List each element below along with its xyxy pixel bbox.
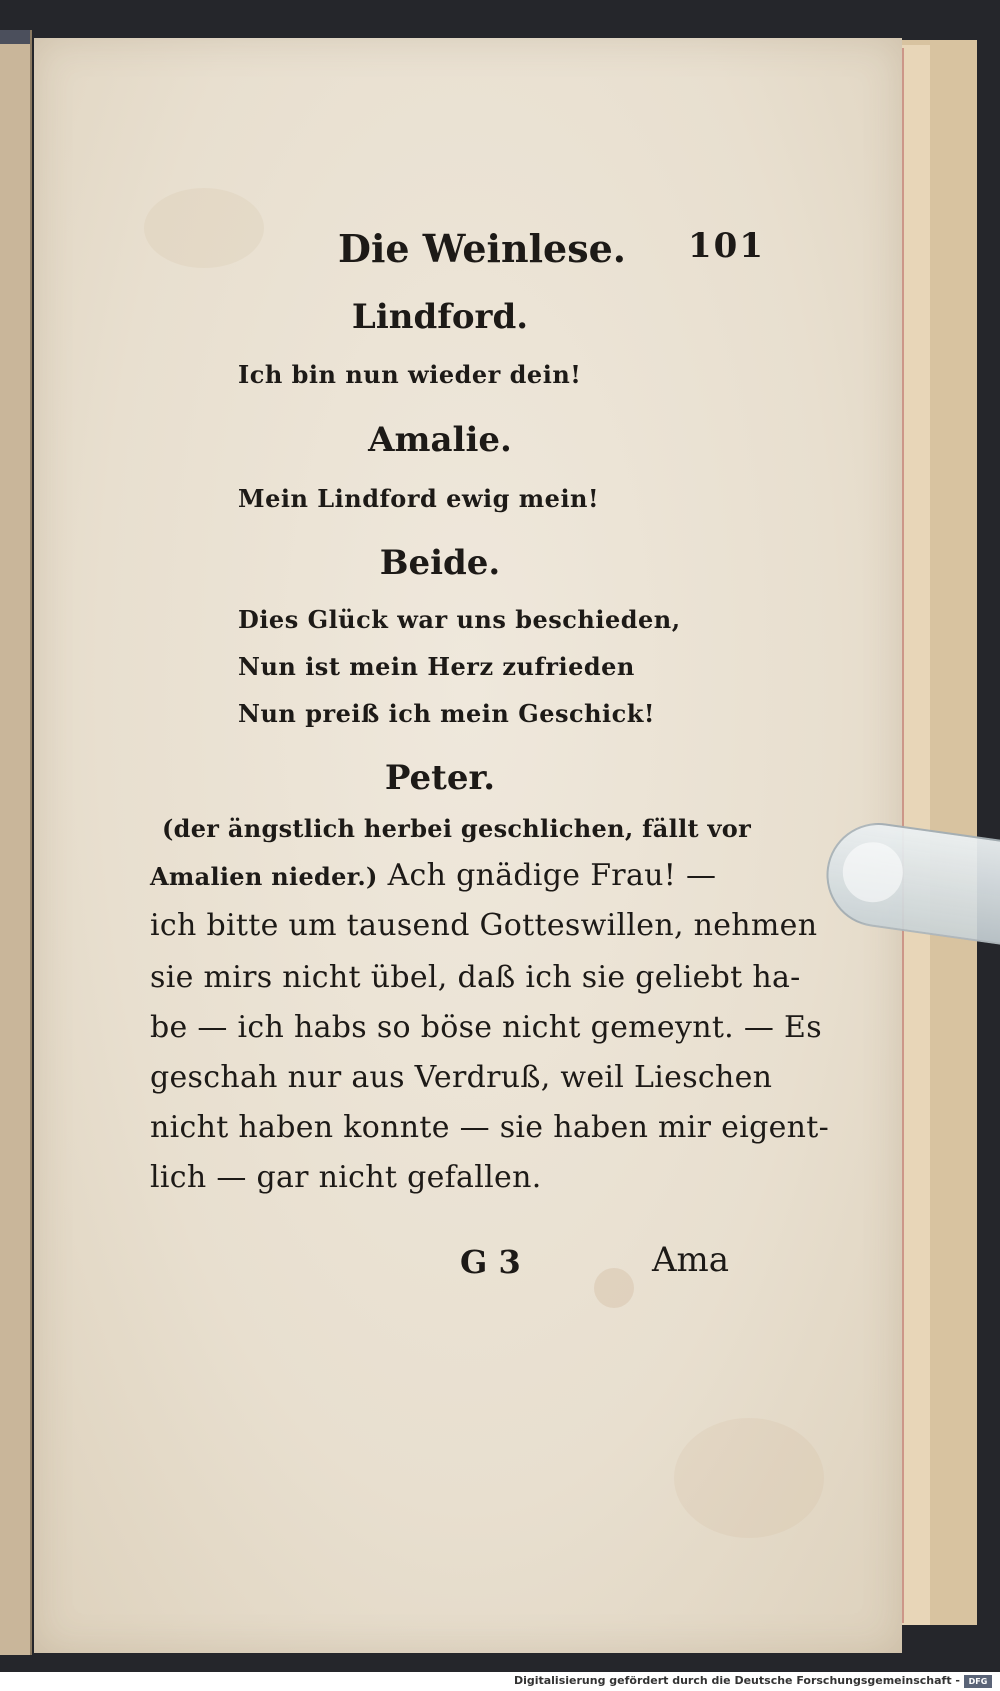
prose-line: geschah nur aus Verdruß, weil Lieschen	[150, 1060, 773, 1095]
speaker-name: Lindford.	[351, 297, 529, 337]
paper-stain	[144, 188, 264, 268]
prose-line: nicht haben konnte — sie haben mir eigent-	[150, 1110, 830, 1145]
digitization-footer	[0, 1672, 1000, 1691]
stage-direction-text: Amalien nieder.)	[150, 862, 378, 891]
prose-text: Ach gnädige Frau! —	[387, 858, 717, 893]
cover-band	[0, 30, 30, 44]
running-title: Die Weinlese.	[338, 226, 627, 271]
page-number: 101	[688, 226, 765, 266]
dfg-logo: DFG	[964, 1675, 992, 1688]
prose-line: lich — gar nicht gefallen.	[150, 1160, 542, 1195]
prose-line: be — ich habs so böse nicht gemeynt. — Es	[150, 1010, 822, 1045]
printer-signature: G 3	[460, 1243, 521, 1281]
verse-line: Mein Lindford ewig mein!	[238, 484, 600, 513]
verse-line: Dies Glück war uns beschieden,	[238, 605, 681, 634]
verse-line: Nun preiß ich mein Geschick!	[238, 699, 655, 728]
prose-line	[150, 858, 716, 893]
stage-direction	[162, 810, 751, 845]
speaker-name: Peter.	[384, 758, 496, 798]
clip-highlight	[839, 838, 907, 906]
credit-text: Digitalisierung gefördert durch die Deutsche Forschungsgemeinschaft -	[513, 1674, 960, 1687]
stage-direction-text: (der ängstlich herbei geschlichen, fällt vor	[162, 814, 752, 843]
verse-line: Ich bin nun wieder dein!	[238, 360, 582, 389]
paper-stain	[674, 1418, 824, 1538]
left-book-cover	[0, 30, 32, 1655]
prose-line: ich bitte um tausend Gotteswillen, nehmen	[150, 908, 818, 943]
book-page	[34, 38, 902, 1653]
prose-line: sie mirs nicht übel, daß ich sie geliebt ha-	[150, 960, 801, 995]
paper-stain	[594, 1268, 634, 1308]
catchword: Ama	[652, 1240, 730, 1280]
verse-line: Nun ist mein Herz zufrieden	[238, 652, 635, 681]
speaker-name: Amalie.	[368, 420, 512, 460]
speaker-name: Beide.	[379, 543, 501, 583]
